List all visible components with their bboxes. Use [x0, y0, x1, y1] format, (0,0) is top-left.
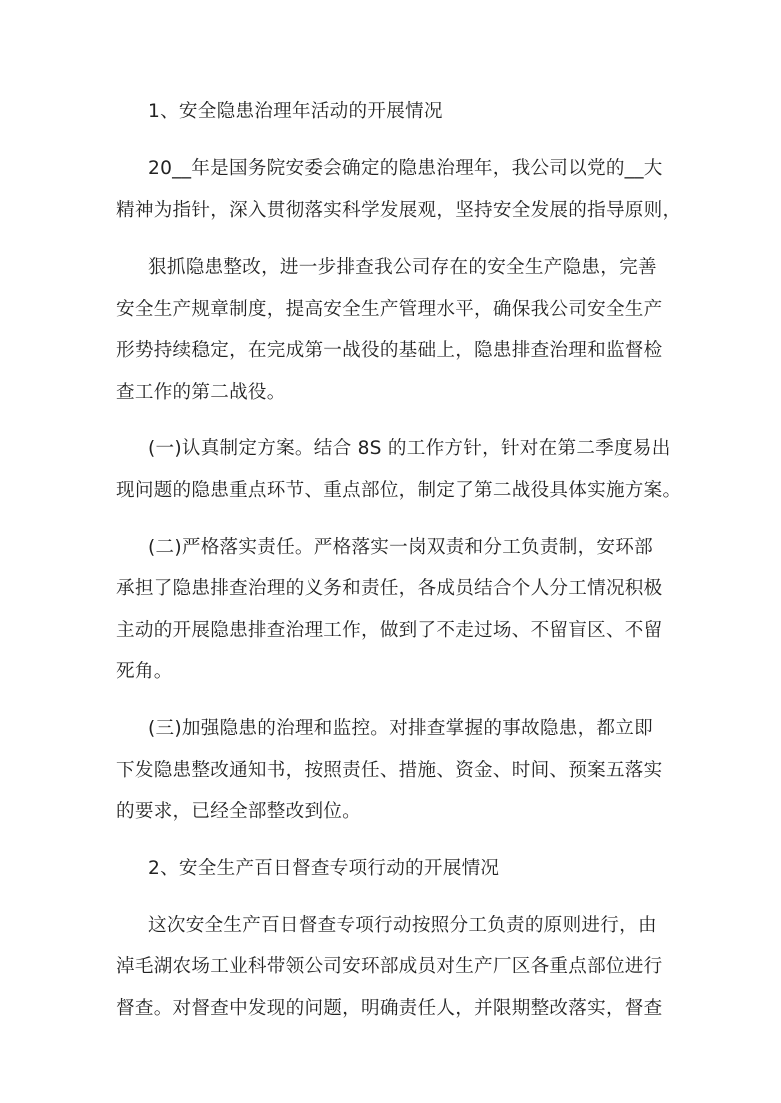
paragraph-line: 死角。 — [116, 661, 173, 682]
paragraph-line: 现问题的隐患重点环节、重点部位，制定了第二战役具体实施方案。 — [116, 480, 682, 501]
paragraph-line: (一)认真制定方案。结合 8S 的工作方针，针对在第二季度易出 — [148, 438, 671, 459]
paragraph-line: 狠抓隐患整改，进一步排查我公司存在的安全生产隐患，完善 — [148, 257, 657, 278]
paragraph-line: 的要求，已经全部整改到位。 — [116, 801, 361, 822]
paragraph-line: 承担了隐患排查治理的义务和责任，各成员结合个人分工情况积极 — [116, 578, 663, 599]
paragraph-line: 主动的开展隐患排查治理工作，做到了不走过场、不留盲区、不留 — [116, 620, 663, 641]
paragraph-line: (三)加强隐患的治理和监控。对排查掌握的事故隐患，都立即 — [148, 718, 653, 739]
section-heading-1: 1、安全隐患治理年活动的开展情况 — [148, 101, 443, 122]
paragraph-line: 查工作的第二战役。 — [116, 382, 286, 403]
paragraph-line: (二)严格落实责任。严格落实一岗双责和分工负责制，安环部 — [148, 537, 653, 558]
paragraph-line: 下发隐患整改通知书，按照责任、措施、资金、时间、预案五落实 — [116, 760, 663, 781]
section-heading-2: 2、安全生产百日督查专项行动的开展情况 — [148, 858, 500, 879]
paragraph-line: 淖毛湖农场工业科带领公司安环部成员对生产厂区各重点部位进行 — [116, 956, 663, 977]
paragraph-line: 督查。对督查中发现的问题，明确责任人，并限期整改落实，督查 — [116, 998, 663, 1019]
paragraph-line: 20__年是国务院安委会确定的隐患治理年，我公司以党的__大 — [148, 158, 663, 179]
paragraph-line: 安全生产规章制度，提高安全生产管理水平，确保我公司安全生产 — [116, 299, 663, 320]
paragraph-line: 形势持续稳定，在完成第一战役的基础上，隐患排查治理和监督检 — [116, 340, 663, 361]
paragraph-line: 这次安全生产百日督查专项行动按照分工负责的原则进行，由 — [148, 915, 657, 936]
paragraph-line: 精神为指针，深入贯彻落实科学发展观，坚持安全发展的指导原则， — [116, 200, 682, 221]
